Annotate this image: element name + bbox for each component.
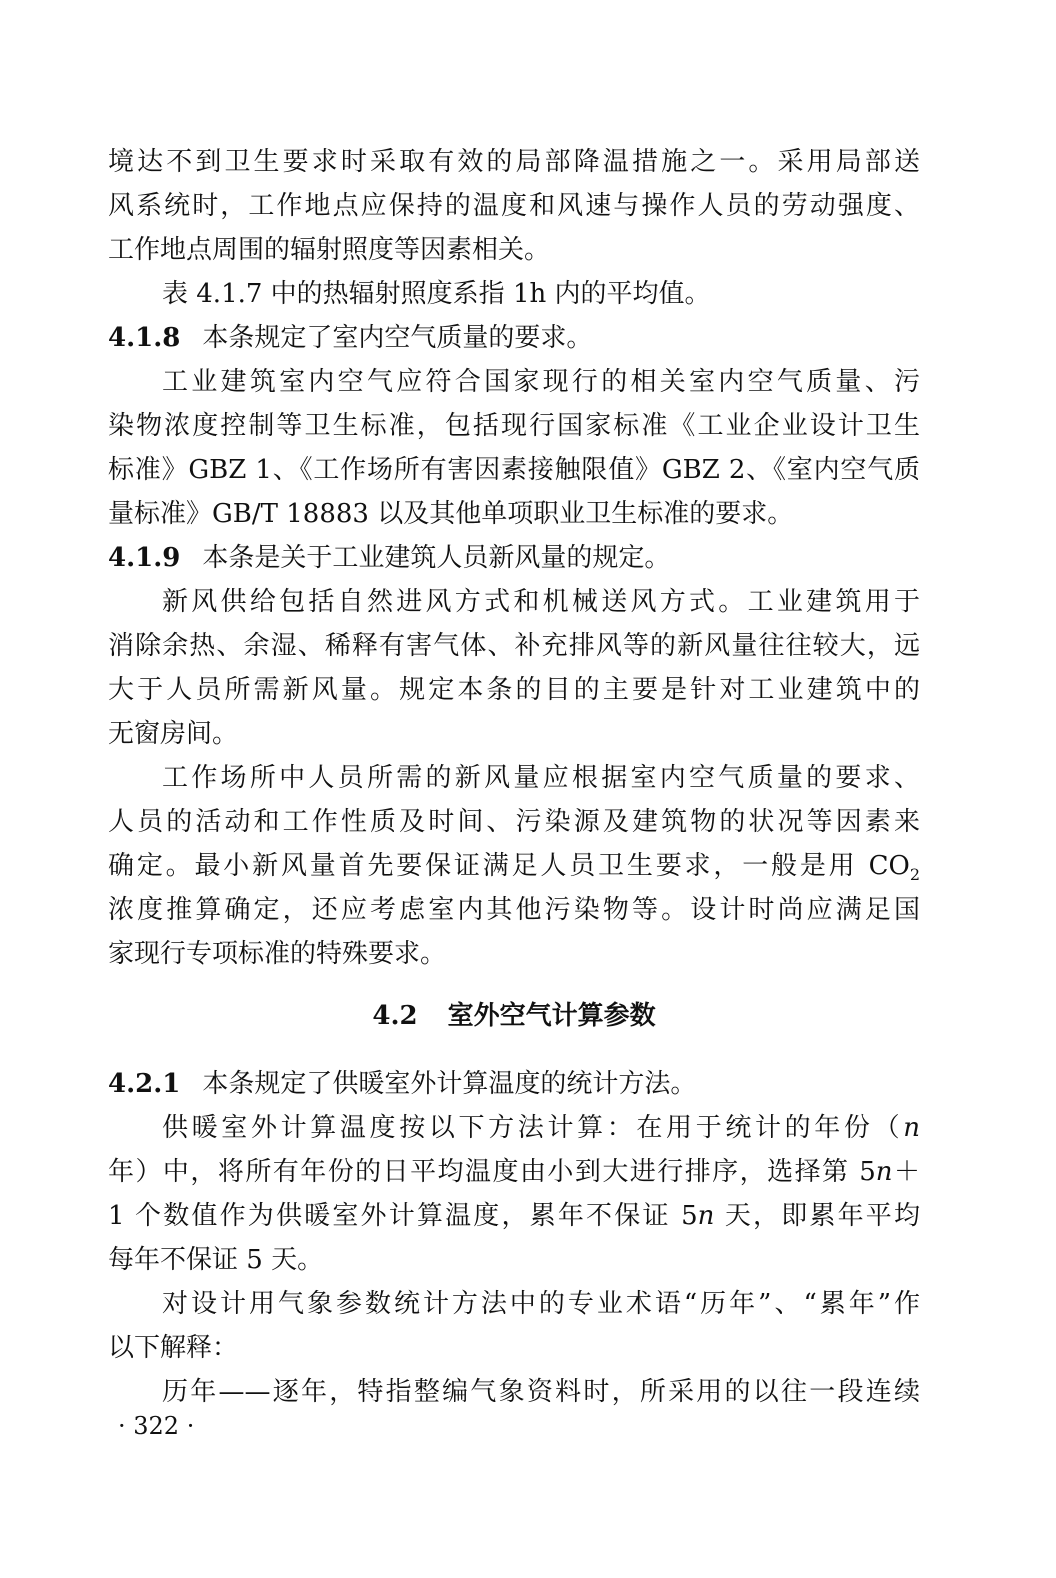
paragraph-line: 染物浓度控制等卫生标准，包括现行国家标准《工业企业设计卫生 <box>108 411 920 441</box>
math-variable: n <box>875 1157 893 1187</box>
paragraph-line: 以下解释： <box>108 1333 239 1363</box>
paragraph-line: 工作地点周围的辐射照度等因素相关。 <box>108 235 551 265</box>
paragraph-line: 大于人员所需新风量。规定本条的目的主要是针对工业建筑中的 <box>108 675 920 705</box>
math-variable: n <box>697 1201 715 1231</box>
clause-text: 本条规定了供暖室外计算温度的统计方法。 <box>202 1069 697 1099</box>
paragraph-line: 消除余热、余湿、稀释有害气体、补充排风等的新风量往往较大，远 <box>108 631 920 661</box>
line-text: 供暖室外计算温度按以下方法计算：在用于统计的年份（ <box>162 1113 904 1143</box>
clause-heading-4-2-1 <box>108 1062 920 1106</box>
paragraph-line: 工业建筑室内空气应符合国家现行的相关室内空气质量、污 <box>162 367 920 397</box>
body-text <box>108 140 920 1414</box>
paragraph-line: 标准》GBZ 1、《工作场所有害因素接触限值》GBZ 2、《室内空气质 <box>108 455 920 485</box>
paragraph-line: 工作场所中人员所需的新风量应根据室内空气质量的要求、 <box>162 763 920 793</box>
clause-heading-4-1-9 <box>108 536 920 580</box>
paragraph-line: 每年不保证 5 天。 <box>108 1245 324 1275</box>
paragraph-line: 量标准》GB/T 18883 以及其他单项职业卫生标准的要求。 <box>108 499 794 529</box>
page-number: · 322 · <box>118 1412 195 1440</box>
paragraph-line <box>108 1194 920 1238</box>
paragraph-line: 表 4.1.7 中的热辐射照度系指 1h 内的平均值。 <box>162 279 711 309</box>
paragraph-line <box>108 1150 920 1194</box>
line-text: ＋ <box>892 1157 920 1187</box>
paragraph-line: 风系统时，工作地点应保持的温度和风速与操作人员的劳动强度、 <box>108 191 920 221</box>
line-text: 1 个数值作为供暖室外计算温度，累年不保证 5 <box>108 1201 698 1231</box>
paragraph-line: 对设计用气象参数统计方法中的专业术语“历年”、“累年”作 <box>162 1289 920 1319</box>
clause-heading-4-1-8 <box>108 316 920 360</box>
paragraph-line: 无窗房间。 <box>108 719 239 749</box>
clause-text: 本条是关于工业建筑人员新风量的规定。 <box>202 543 671 573</box>
line-text: 天，即累年平均 <box>714 1201 920 1231</box>
paragraph-line <box>108 1106 920 1150</box>
subscript: 2 <box>909 865 920 884</box>
clause-text: 本条规定了室内空气质量的要求。 <box>202 323 593 353</box>
paragraph-line: 历年——逐年，特指整编气象资料时，所采用的以往一段连续 <box>162 1377 920 1407</box>
section-number: 4.2 <box>372 1001 418 1031</box>
paragraph-line: 浓度推算确定，还应考虑室内其他污染物等。设计时尚应满足国 <box>108 895 920 925</box>
paragraph-line <box>108 844 920 888</box>
line-text: 确定。最小新风量首先要保证满足人员卫生要求，一般是用 CO <box>108 851 910 881</box>
clause-number: 4.2.1 <box>108 1069 181 1099</box>
section-title: 室外空气计算参数 <box>447 1001 656 1031</box>
paragraph-line: 新风供给包括自然进风方式和机械送风方式。工业建筑用于 <box>162 587 920 617</box>
clause-number: 4.1.8 <box>108 323 181 353</box>
paragraph-line: 家现行专项标准的特殊要求。 <box>108 939 447 969</box>
clause-number: 4.1.9 <box>108 543 181 573</box>
math-variable: n <box>903 1113 920 1143</box>
paragraph-line: 人员的活动和工作性质及时间、污染源及建筑物的状况等因素来 <box>108 807 920 837</box>
paragraph-line: 境达不到卫生要求时采取有效的局部降温措施之一。采用局部送 <box>108 147 920 177</box>
section-heading <box>108 976 920 1056</box>
line-text: 年）中，将所有年份的日平均温度由小到大进行排序，选择第 5 <box>108 1157 876 1187</box>
